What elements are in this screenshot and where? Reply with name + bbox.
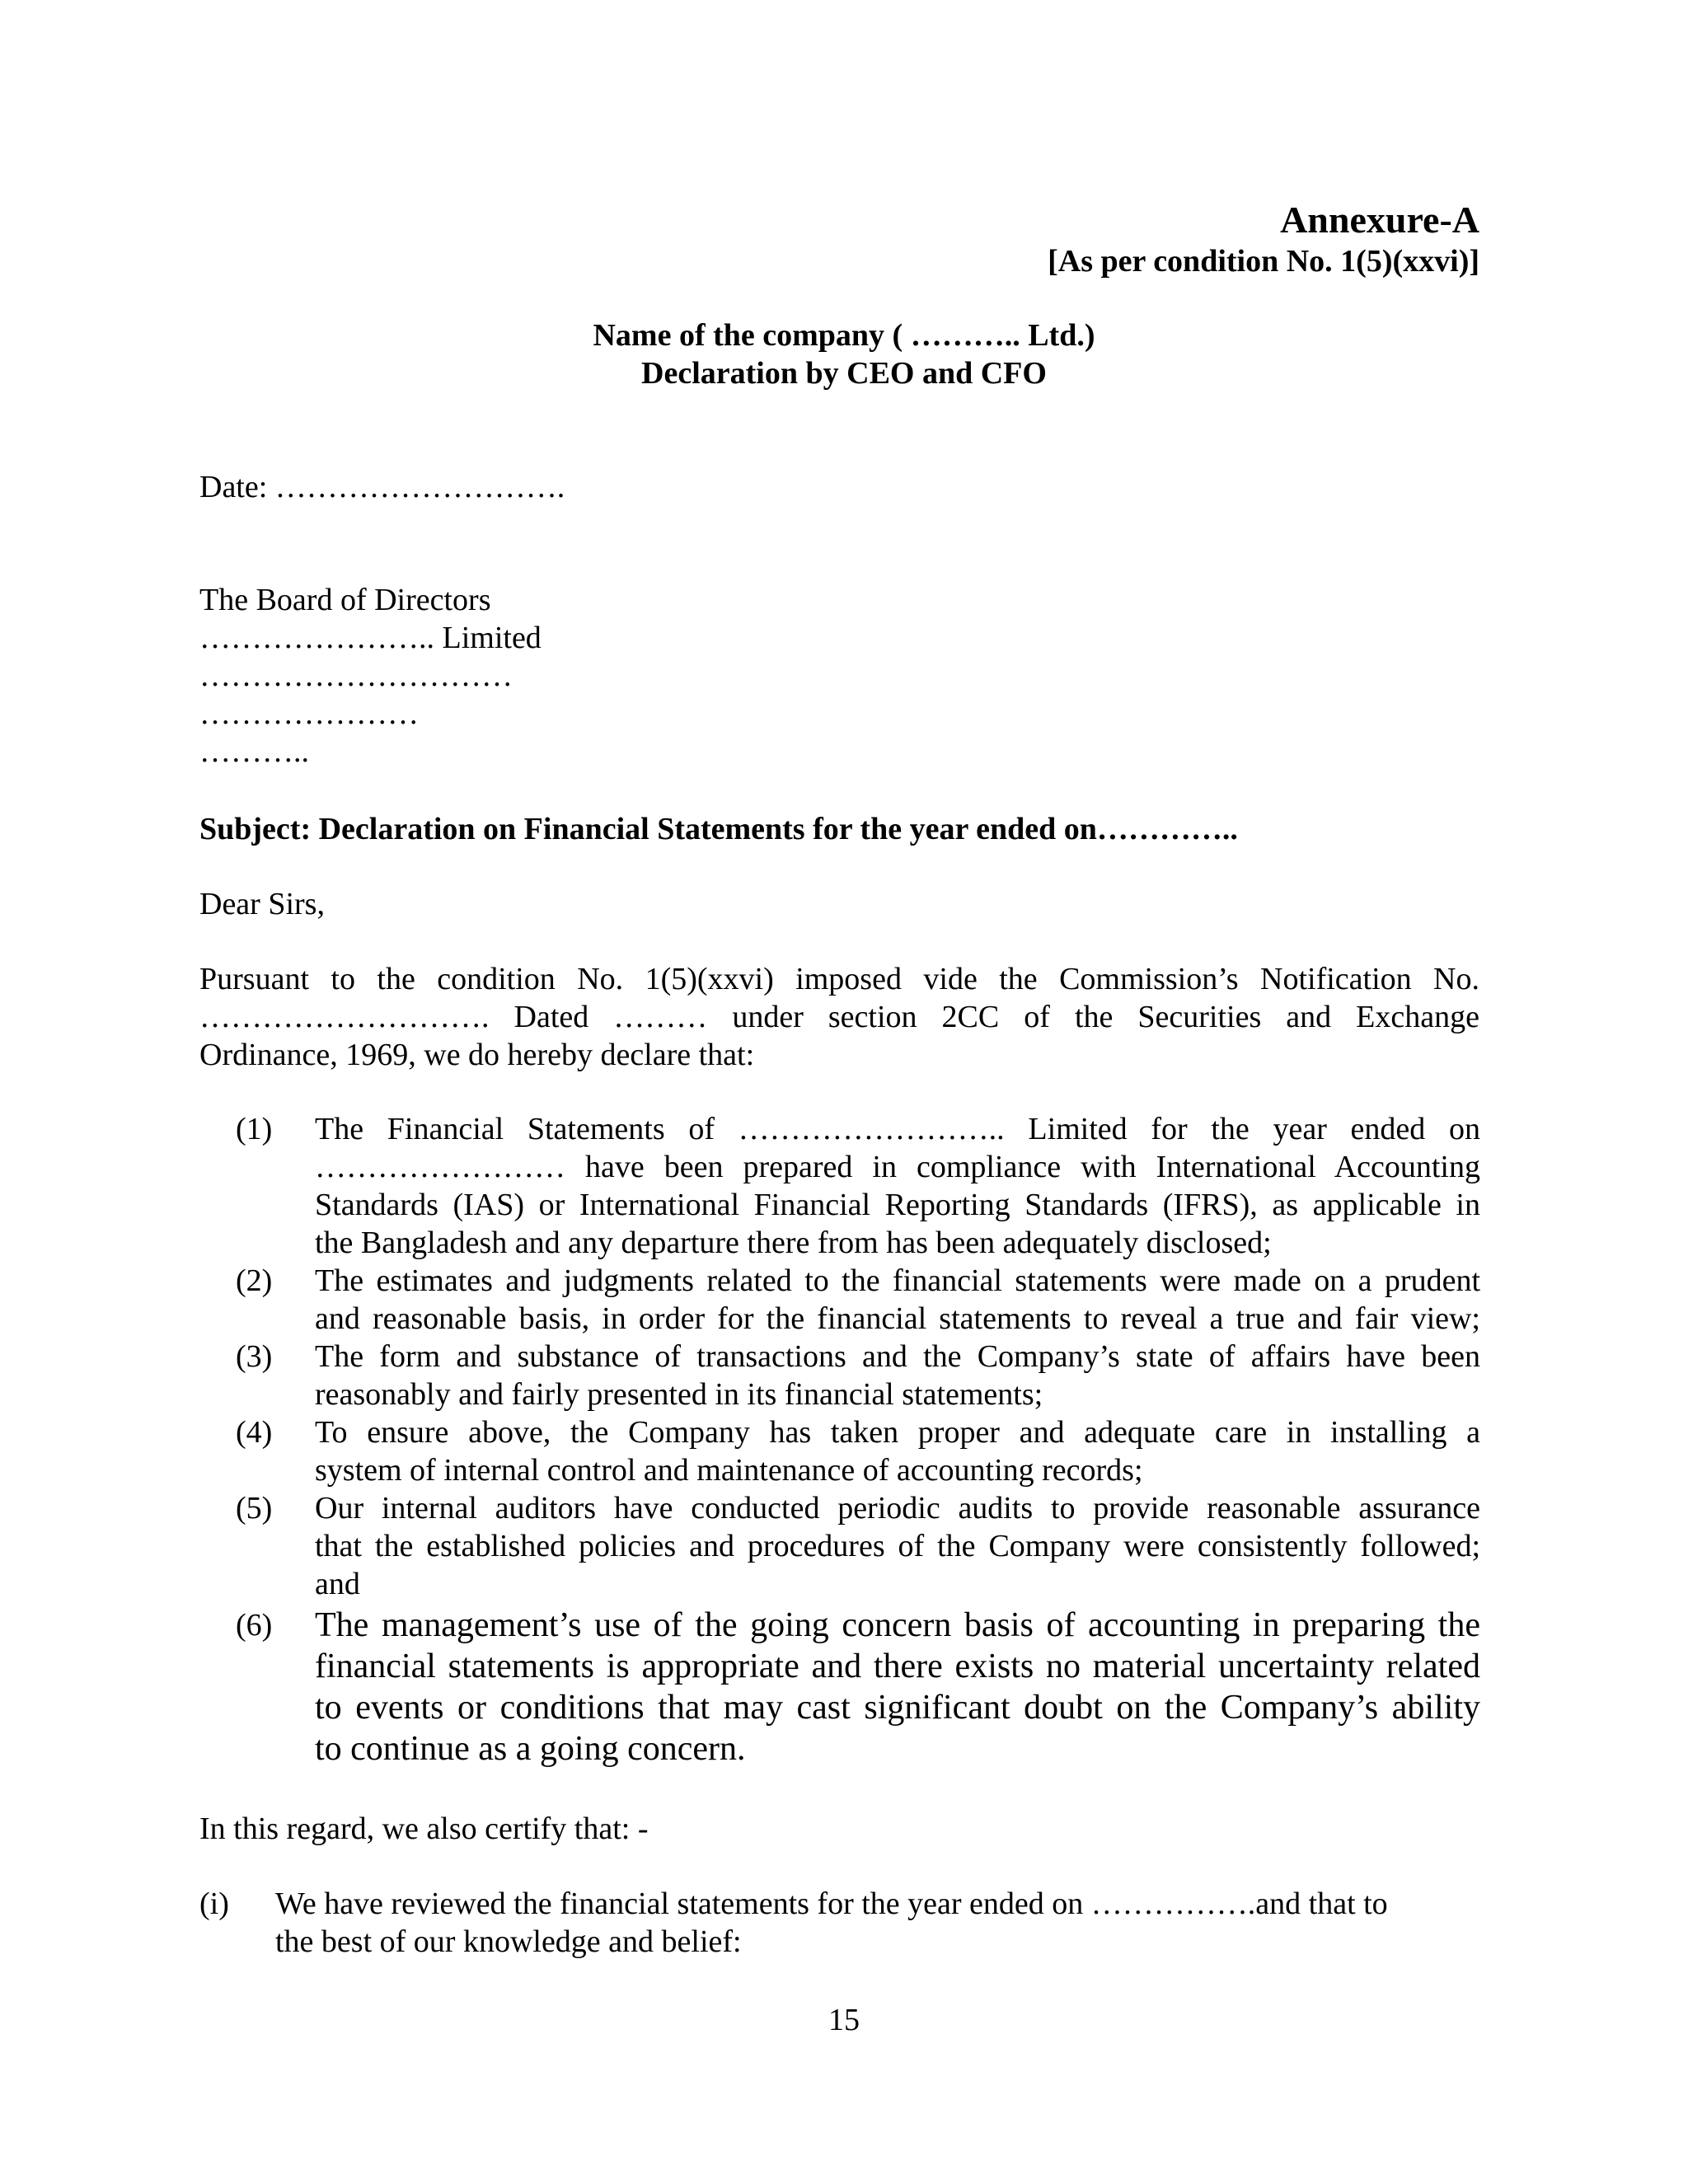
address-line-4: ………………… xyxy=(199,696,419,731)
intro-paragraph xyxy=(199,960,1479,1074)
item-text xyxy=(275,1885,1388,1961)
item-number: (2) xyxy=(236,1263,273,1298)
address-line-1: The Board of Directors xyxy=(199,583,491,617)
item-line: and reasonable basis, in order for the financial statements to reveal a true and fair view; xyxy=(315,1301,1480,1336)
item-line: Our internal auditors have conducted periodic audits to provide reasonable assurance xyxy=(315,1491,1480,1526)
item-text xyxy=(315,1489,1480,1603)
item-line: Standards (IAS) or International Financial Reporting Standards (IFRS), as applicable in xyxy=(315,1188,1480,1222)
item-line: We have reviewed the financial statements for the year ended on …………….and that to xyxy=(275,1886,1388,1921)
item-line: reasonably and fairly presented in its financial statements; xyxy=(315,1377,1043,1412)
annexure-title: Annexure-A xyxy=(1280,199,1479,241)
item-number: (1) xyxy=(236,1112,273,1146)
item-line: that the established policies and procedures of the Company were consistently followed; xyxy=(315,1529,1480,1563)
item-number: (i) xyxy=(199,1886,229,1921)
item-line: the best of our knowledge and belief: xyxy=(275,1924,742,1959)
declaration-title: Declaration by CEO and CFO xyxy=(641,356,1047,391)
item-text xyxy=(315,1262,1480,1338)
item-line: The estimates and judgments related to the financial statements were made on a prudent xyxy=(315,1263,1480,1298)
company-name-line: Name of the company ( ……….. Ltd.) xyxy=(593,318,1095,353)
item-line: and xyxy=(315,1567,360,1601)
item-number: (6) xyxy=(236,1608,273,1643)
intro-line: ………………………. Dated ……… under section 2CC of the Securities and Exchange xyxy=(199,1000,1479,1034)
item-line: The form and substance of transactions and the Company’s state of affairs have been xyxy=(315,1339,1480,1374)
item-text xyxy=(315,1338,1480,1413)
item-text xyxy=(315,1605,1480,1769)
page-number: 15 xyxy=(828,2003,860,2037)
item-line: To ensure above, the Company has taken proper and adequate care in installing a xyxy=(315,1415,1480,1450)
item-line: to events or conditions that may cast significant doubt on the Company’s ability xyxy=(315,1689,1480,1727)
item-line: The management’s use of the going concern basis of accounting in preparing the xyxy=(315,1606,1480,1644)
address-line-3: ………………………… xyxy=(199,658,513,693)
subject-line: Subject: Declaration on Financial Statements for the year ended on………….. xyxy=(199,812,1238,846)
item-text xyxy=(315,1413,1480,1489)
date-line: Date: ………………………. xyxy=(199,470,565,504)
intro-line: Pursuant to the condition No. 1(5)(xxvi) imposed vide the Commission’s Notification No. xyxy=(199,962,1479,996)
item-line: financial statements is appropriate and there exists no material uncertainty related xyxy=(315,1647,1480,1685)
item-line: The Financial Statements of …………………….. Limited for the year ended on xyxy=(315,1112,1480,1146)
item-line: the Bangladesh and any departure there from has been adequately disclosed; xyxy=(315,1226,1272,1260)
item-line: system of internal control and maintenance of accounting records; xyxy=(315,1453,1143,1488)
salutation: Dear Sirs, xyxy=(199,887,325,921)
item-number: (4) xyxy=(236,1415,273,1450)
address-line-2: ………………….. Limited xyxy=(199,621,542,655)
certify-intro: In this regard, we also certify that: - xyxy=(199,1811,649,1846)
item-number: (3) xyxy=(236,1339,273,1374)
item-text xyxy=(315,1110,1480,1262)
item-line: to continue as a going concern. xyxy=(315,1730,746,1768)
item-number: (5) xyxy=(236,1491,273,1526)
address-line-5: ……….. xyxy=(199,734,309,769)
intro-line: Ordinance, 1969, we do hereby declare that: xyxy=(199,1038,755,1072)
item-line: …………………… have been prepared in compliance with International Accounting xyxy=(315,1150,1480,1184)
condition-reference: [As per condition No. 1(5)(xxvi)] xyxy=(1048,244,1479,279)
